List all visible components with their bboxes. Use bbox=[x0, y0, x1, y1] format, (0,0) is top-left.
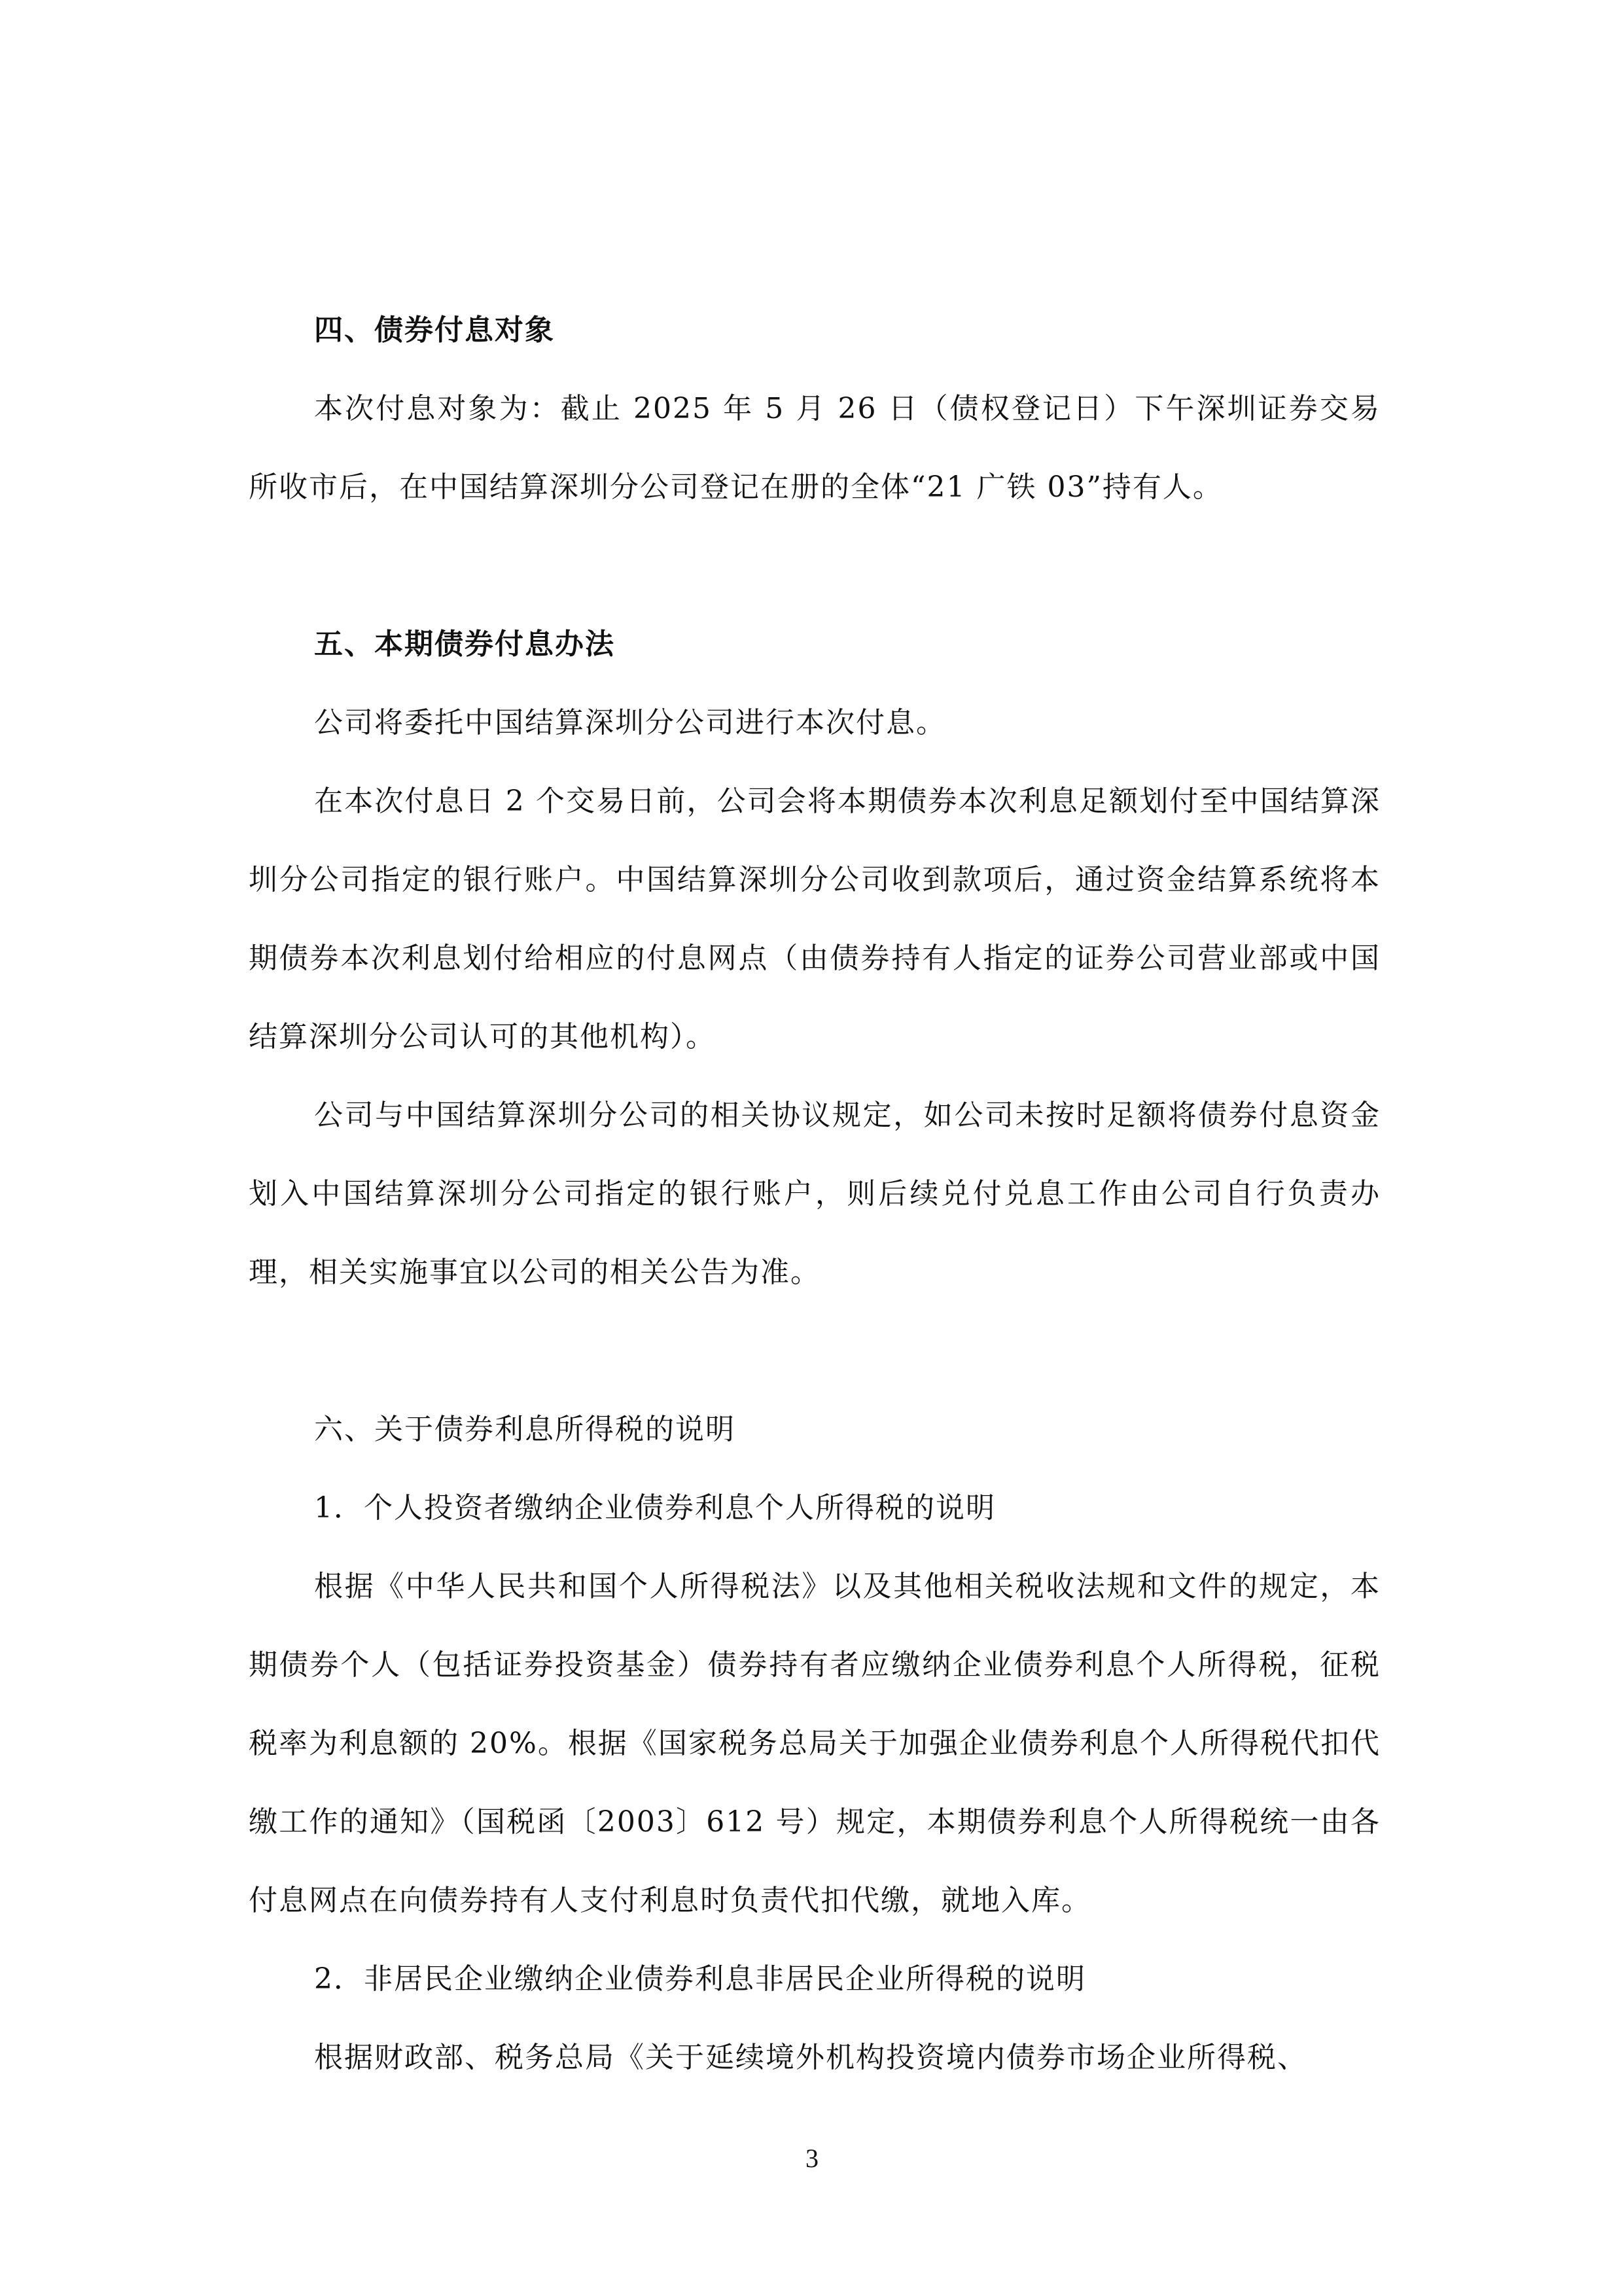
paragraph: 根据财政部、税务总局《关于延续境外机构投资境内债券市场企业所得税、 bbox=[314, 2041, 1307, 2074]
paragraph: 在本次付息日 2 个交易日前，公司会将本期债券本次利息足额划付至中国结算深圳分公司指定的银行账户。中国结算深圳分公司收到款项后，通过资金结算系统将本期债券本次利息划付给相应的付息网点（由债券持有人指定的证券公司营业部或中国结算深圳分公司认可的其他机构）。 bbox=[249, 785, 1381, 1053]
document-body bbox=[249, 291, 1381, 2097]
paragraph: 根据《中华人民共和国个人所得税法》以及其他相关税收法规和文件的规定，本期债券个人（包括证券投资基金）债券持有者应缴纳企业债券利息个人所得税，征税税率为利息额的 20%。根据《国家税务总局关于加强企业债券利息个人所得税代扣代缴工作的通知》（国税函〔2003〕612 号）规定，本期债券利息个人所得税统一由各付息网点在向债券持有人支付利息时负责代扣代缴，就地入库。 bbox=[249, 1570, 1381, 1917]
paragraph: 本次付息对象为：截止 2025 年 5 月 26 日（债权登记日）下午深圳证券交易所收市后，在中国结算深圳分公司登记在册的全体“21 广铁 03”持有人。 bbox=[249, 392, 1381, 504]
section-heading-4: 四、债券付息对象 bbox=[314, 313, 555, 347]
paragraph: 公司与中国结算深圳分公司的相关协议规定，如公司未按时足额将债券付息资金划入中国结算深圳分公司指定的银行账户，则后续兑付兑息工作由公司自行负责办理，相关实施事宜以公司的相关公告为准。 bbox=[249, 1099, 1381, 1289]
paragraph: 公司将委托中国结算深圳分公司进行本次付息。 bbox=[314, 706, 946, 739]
subheading: 2．非居民企业缴纳企业债券利息非居民企业所得税的说明 bbox=[314, 1962, 1086, 1996]
page-number: 3 bbox=[805, 2144, 819, 2173]
section-spacer bbox=[249, 1312, 1381, 1390]
section-spacer bbox=[249, 527, 1381, 605]
subheading: 1．个人投资者缴纳企业债券利息个人所得税的说明 bbox=[314, 1491, 996, 1525]
section-heading-5: 五、本期债券付息办法 bbox=[314, 627, 615, 661]
section-heading-6: 六、关于债券利息所得税的说明 bbox=[314, 1413, 735, 1446]
